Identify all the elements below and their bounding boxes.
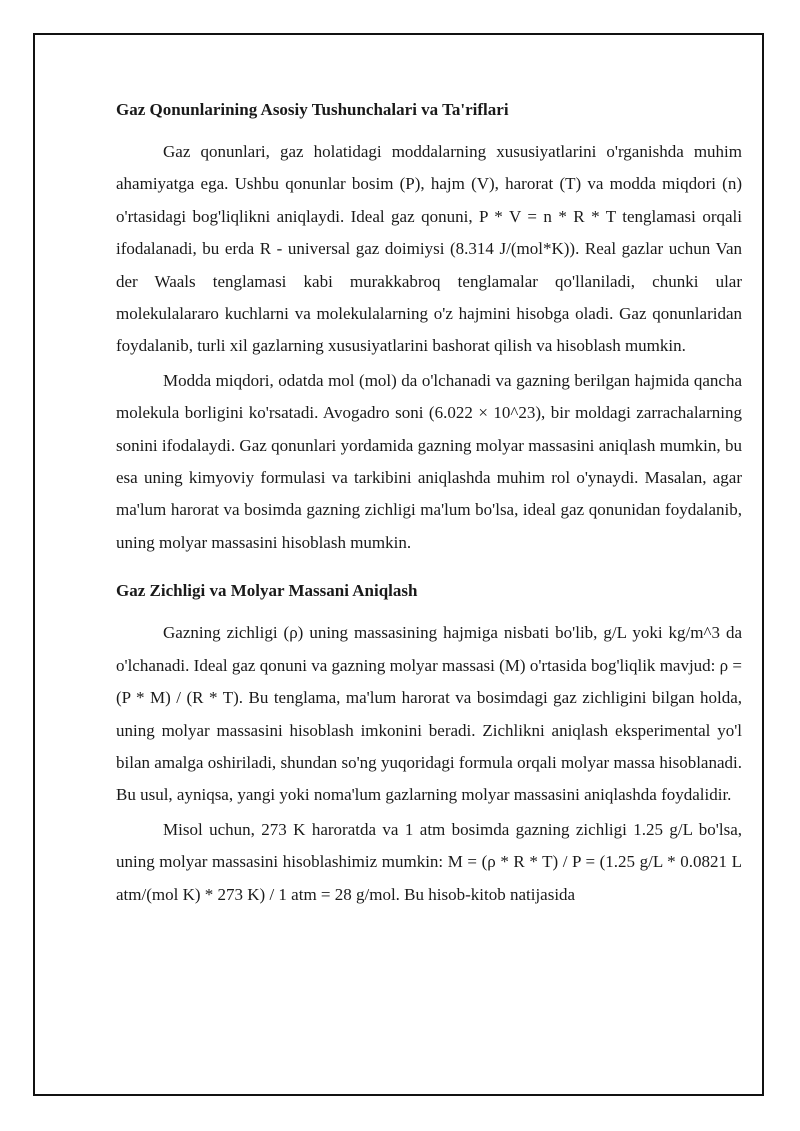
section-heading-density-molar-mass: Gaz Zichligi va Molyar Massani Aniqlash — [116, 581, 418, 601]
paragraph: Gazning zichligi (ρ) uning massasining hajmiga nisbati bo'lib, g/L yoki kg/m^3 da o'lchanadi. Ideal gaz qonuni va gazning molyar massasi (M) o'rtasida bog'liqlik mavjud: ρ = (P * M) / (R * T). Bu tenglama, ma'lum harorat va bosimdagi gaz zichligini bilgan holda, uning molyar massasini hisoblash imkonini beradi. Zichlikni aniqlash eksperimental yo'l bilan amalga oshiriladi, shundan so'ng yuqoridagi formula orqali molyar massa hisoblanadi. Bu usul, ayniqsa, yangi yoki noma'lum gazlarning molyar massasini aniqlashda foydalidir. — [116, 623, 742, 805]
paragraph: Misol uchun, 273 K haroratda va 1 atm bosimda gazning zichligi 1.25 g/L bo'lsa, uning molyar massasini hisoblashimiz mumkin: M = (ρ * R * T) / P = (1.25 g/L * 0.0821 L atm/(mol K) * 273 K) / 1 atm = 28 g/mol. Bu hisob-kitob natijasida — [116, 819, 742, 904]
document-body — [116, 96, 742, 913]
section-heading-gas-laws: Gaz Qonunlarining Asosiy Tushunchalari va Ta'riflari — [116, 100, 509, 119]
paragraph: Modda miqdori, odatda mol (mol) da o'lchanadi va gazning berilgan hajmida qancha molekula borligini ko'rsatadi. Avogadro soni (6.022 × 10^23), bir moldagi zarrachalarning sonini ifodalaydi. Gaz qonunlari yordamida gazning molyar massasini aniqlash mumkin, bu esa uning kimyoviy formulasi va tarkibini aniqlashda muhim rol o'ynaydi. Masalan, agar ma'lum harorat va bosimda gazning zichligi ma'lum bo'lsa, ideal gaz qonunidan foydalanib, uning molyar massasini hisoblash mumkin. — [116, 370, 742, 552]
paragraph: Gaz qonunlari, gaz holatidagi moddalarning xususiyatlarini o'rganishda muhim ahamiyatga ega. Ushbu qonunlar bosim (P), hajm (V), harorat (T) va modda miqdori (n) o'rtasidagi bog'liqlikni aniqlaydi. Ideal gaz qonuni, P * V = n * R * T tenglamasi orqali ifodalanadi, bu erda R - universal gaz doimiysi (8.314 J/(mol*K)). Real gazlar uchun Van der Waals tenglamasi kabi murakkabroq tenglamalar qo'llaniladi, chunki ular molekulalararo kuchlarni va molekulalarning o'z hajmini hisobga oladi. Gaz qonunlaridan foydalanib, turli xil gazlarning xususiyatlarini bashorat qilish va hisoblash mumkin. — [116, 142, 742, 356]
